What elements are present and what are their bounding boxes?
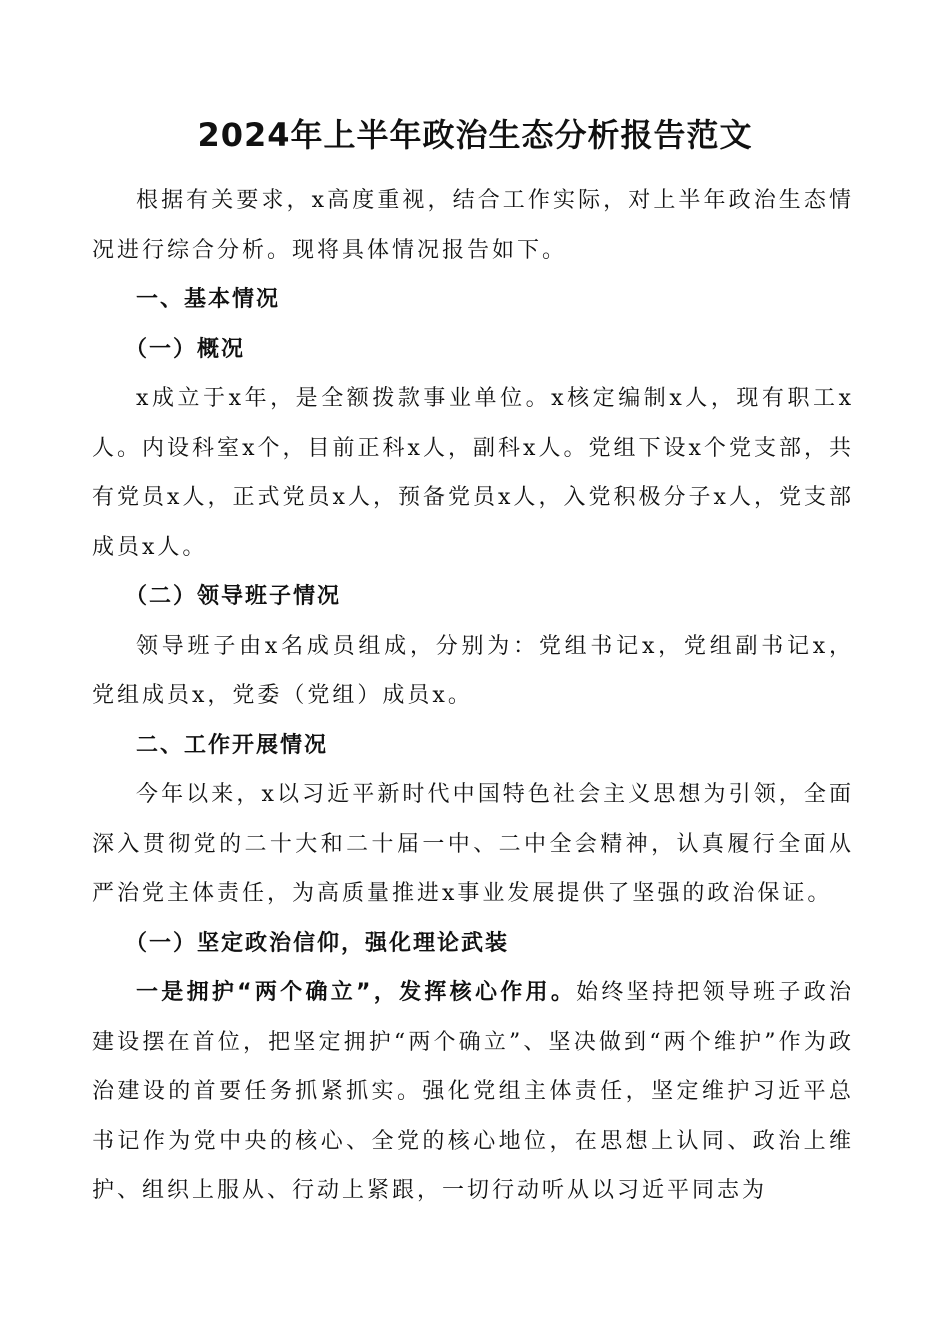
document-title: 2024年上半年政治生态分析报告范文 — [197, 116, 753, 154]
subsection-heading-overview: （一）概况 — [125, 336, 246, 362]
document-body — [92, 176, 854, 1216]
political-belief-paragraph — [92, 968, 854, 1216]
intro-paragraph: 根据有关要求，x高度重视，结合工作实际，对上半年政治生态情况进行综合分析。现将具体情况报告如下。 — [92, 188, 854, 263]
subsection-heading-leadership: （二）领导班子情况 — [125, 584, 342, 609]
section-heading-basic: 一、基本情况 — [136, 287, 281, 312]
section-heading-work: 二、工作开展情况 — [136, 732, 329, 758]
leadership-paragraph: 领导班子由x名成员组成，分别为：党组书记x，党组副书记x，党组成员x，党委（党组）成员x。 — [92, 633, 854, 708]
paragraph-lead: 一是拥护“两个确立”，发挥核心作用。 — [136, 980, 577, 1005]
work-paragraph: 今年以来，x以习近平新时代中国特色社会主义思想为引领，全面深入贯彻党的二十大和二十届一中、二中全会精神，认真履行全面从严治党主体责任，为高质量推进x事业发展提供了坚强的政治保证。 — [92, 782, 854, 906]
paragraph-text: 始终坚持把领导班子政治建设摆在首位，把坚定拥护“两个确立”、坚决做到“两个维护”作为政治建设的首要任务抓紧抓实。强化党组主体责任，坚定维护习近平总书记作为党中央的核心、全党的核心地位，在思想上认同、政治上维护、组织上服从、行动上紧跟，一切行动听从以习近平同志为 — [92, 980, 854, 1203]
subsection-heading-political-belief: （一）坚定政治信仰，强化理论武装 — [125, 930, 510, 956]
overview-paragraph: x成立于x年，是全额拨款事业单位。x核定编制x人，现有职工x人。内设科室x个，目前正科x人，副科x人。党组下设x个党支部，共有党员x人，正式党员x人，预备党员x人，入党积极分子x人，党支部成员x人。 — [92, 386, 854, 560]
